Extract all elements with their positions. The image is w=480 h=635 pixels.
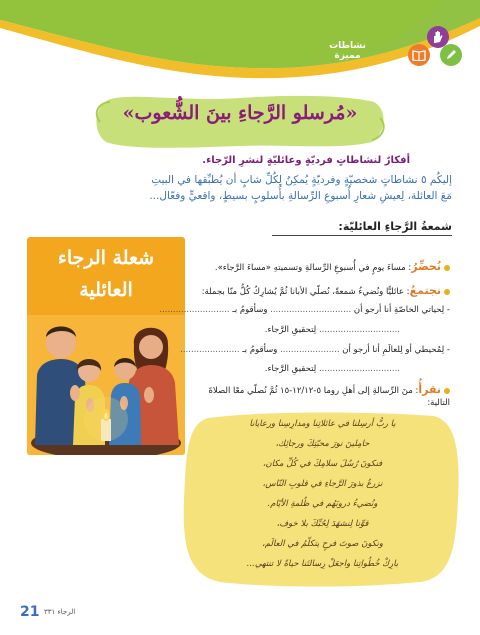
sentence-1-end: لِتحقيقِ الرَّجاء. (264, 325, 317, 335)
bullet-dot (444, 289, 450, 295)
intro-line: مَعَ العائلة، لِعيشِ شعارِ أُسبوعِ الرِّسالةِ بأُسلوبٍ بسيطٍ، واقعيٍّ وفعّال... (149, 190, 452, 202)
prayer-line: ونكونَ صوتَ فرحٍ يتكلّمُ في العالَم، (261, 539, 384, 549)
step-2-sentence-1-end: .............................. لِتحقيقِ الرَّجاء. (264, 325, 400, 335)
step-2-sentence-2: - لِمُحيطي أو لِلعالَمِ أنا أرجو أن ...................... وسأقومُ بـ ...................... (180, 345, 450, 355)
intro-paragraph (22, 172, 452, 204)
family-illustration-card (27, 237, 185, 455)
step-3-text-cont: التالية: (427, 398, 450, 408)
bullet-dot (444, 265, 450, 271)
step-1-text: مساءَ يومٍ في أُسبوعِ الرِّسالةِ وتسميتهِ «مساءَ الرَّجاء». (214, 263, 406, 273)
step-2-text: عائليًّا ونُضيءُ شمعةً، نُصلّي الأبانا ثُمَّ يُشارِكُ كُلُّ منّا بجملة: (201, 287, 404, 297)
intro-line: إليكُم ٥ نشاطاتٍ شخصيّةٍ وفرديّةٍ يُمكِنُ لِكُلِّ شابٍ أن يُطبِّقها في البيتِ (151, 174, 452, 186)
prayer-line: فنكونَ رُسُلَ سلامِكَ في كُلِّ مكان، (262, 459, 383, 469)
sentence-2-start: لِمُحيطي أو لِلعالَمِ أنا أرجو أن (342, 345, 445, 355)
section-heading: شمعةُ الرَّجاءِ العائليّة: (338, 220, 452, 233)
page-number: 21 (20, 604, 40, 620)
prayer-line: قوِّنا لِنشهَدَ لِحُبِّكَ بلا خوف، (276, 519, 369, 529)
activity-step-3: نقرأُ: منَ الرِّسالةِ إلى أهلِ روما ٥-١٢/١٢-١٥ ثُمَّ نُصلّي معًا الصلاةَ (208, 384, 450, 397)
prayer-line: نزرعُ بذورَ الرَّجاءِ في قلوبِ النّاس، (262, 479, 383, 489)
sentence-1-mid: وسأقومُ بـ (232, 305, 268, 315)
subtitle: أفكارٌ لنشاطاتٍ فرديّةٍ وعائليّةٍ لنشرِ الرّجاء. (202, 155, 410, 166)
sentence-2-end: لِتحقيقِ الرَّجاء. (264, 364, 317, 374)
step-2-sentence-2-end: .............................. لِتحقيقِ الرَّجاء. (264, 364, 400, 374)
sentence-2-mid: وسأقومُ بـ (242, 345, 278, 355)
step-2-sentence-1: - لِحياتي الخاصّةِ أنا أرجو أن .............................. وسأقومُ بـ .......................... (159, 305, 450, 315)
book-icon (408, 44, 430, 66)
sentence-1-start: لِحياتي الخاصّةِ أنا أرجو أن (353, 305, 445, 315)
prayer-line: ونُضيءُ دروبَهُم في ظُلمةِ الأيّام. (267, 499, 378, 509)
page-title: «مُرسلو الرَّجاءِ بينَ الشُّعوب» (122, 102, 358, 124)
header-label: نشاطات مميزة (329, 41, 366, 61)
prayer-line: يا ربُّ أرسِلنا في عائلاتِنا ومدارِسِنا ورعايانا (249, 419, 396, 429)
family-praying-illustration (27, 315, 185, 455)
prayer-line: حامِلينَ نورَ محبّتِكَ ورجائِك، (275, 439, 370, 449)
header-band (0, 0, 480, 90)
card-title-line2: العائلية (79, 279, 133, 301)
section-divider (272, 235, 452, 236)
step-1-keyword: نُحضِّرُ (411, 260, 441, 273)
step-3-keyword: نقرأُ (418, 383, 441, 396)
pencil-icon (440, 44, 462, 66)
activity-step-1: نُحضِّرُ: مساءَ يومٍ في أُسبوعِ الرِّسالةِ وتسميتهِ «مساءَ الرَّجاء». (215, 261, 450, 274)
prayer-line: بارِكْ خُطُواتِنا واجعَلْ رِسالتَنا حياةً لا تنتهي... (246, 559, 399, 569)
step-3-text: منَ الرِّسالةِ إلى أهلِ روما ٥-١٢/١٢-١٥ ثُمَّ نُصلّي معًا الصلاةَ (208, 386, 413, 396)
bullet-dot (444, 388, 450, 394)
card-title-line1: شعلة الرجاء (57, 247, 155, 269)
step-2-keyword: نجتمعُ (409, 284, 441, 297)
footer-reference: الرجاء ٣٣١ (44, 608, 76, 616)
activity-step-2: نجتمعُ: عائليًّا ونُضيءُ شمعةً، نُصلّي الأبانا ثُمَّ يُشارِكُ كُلُّ منّا بجملة: (202, 285, 450, 298)
